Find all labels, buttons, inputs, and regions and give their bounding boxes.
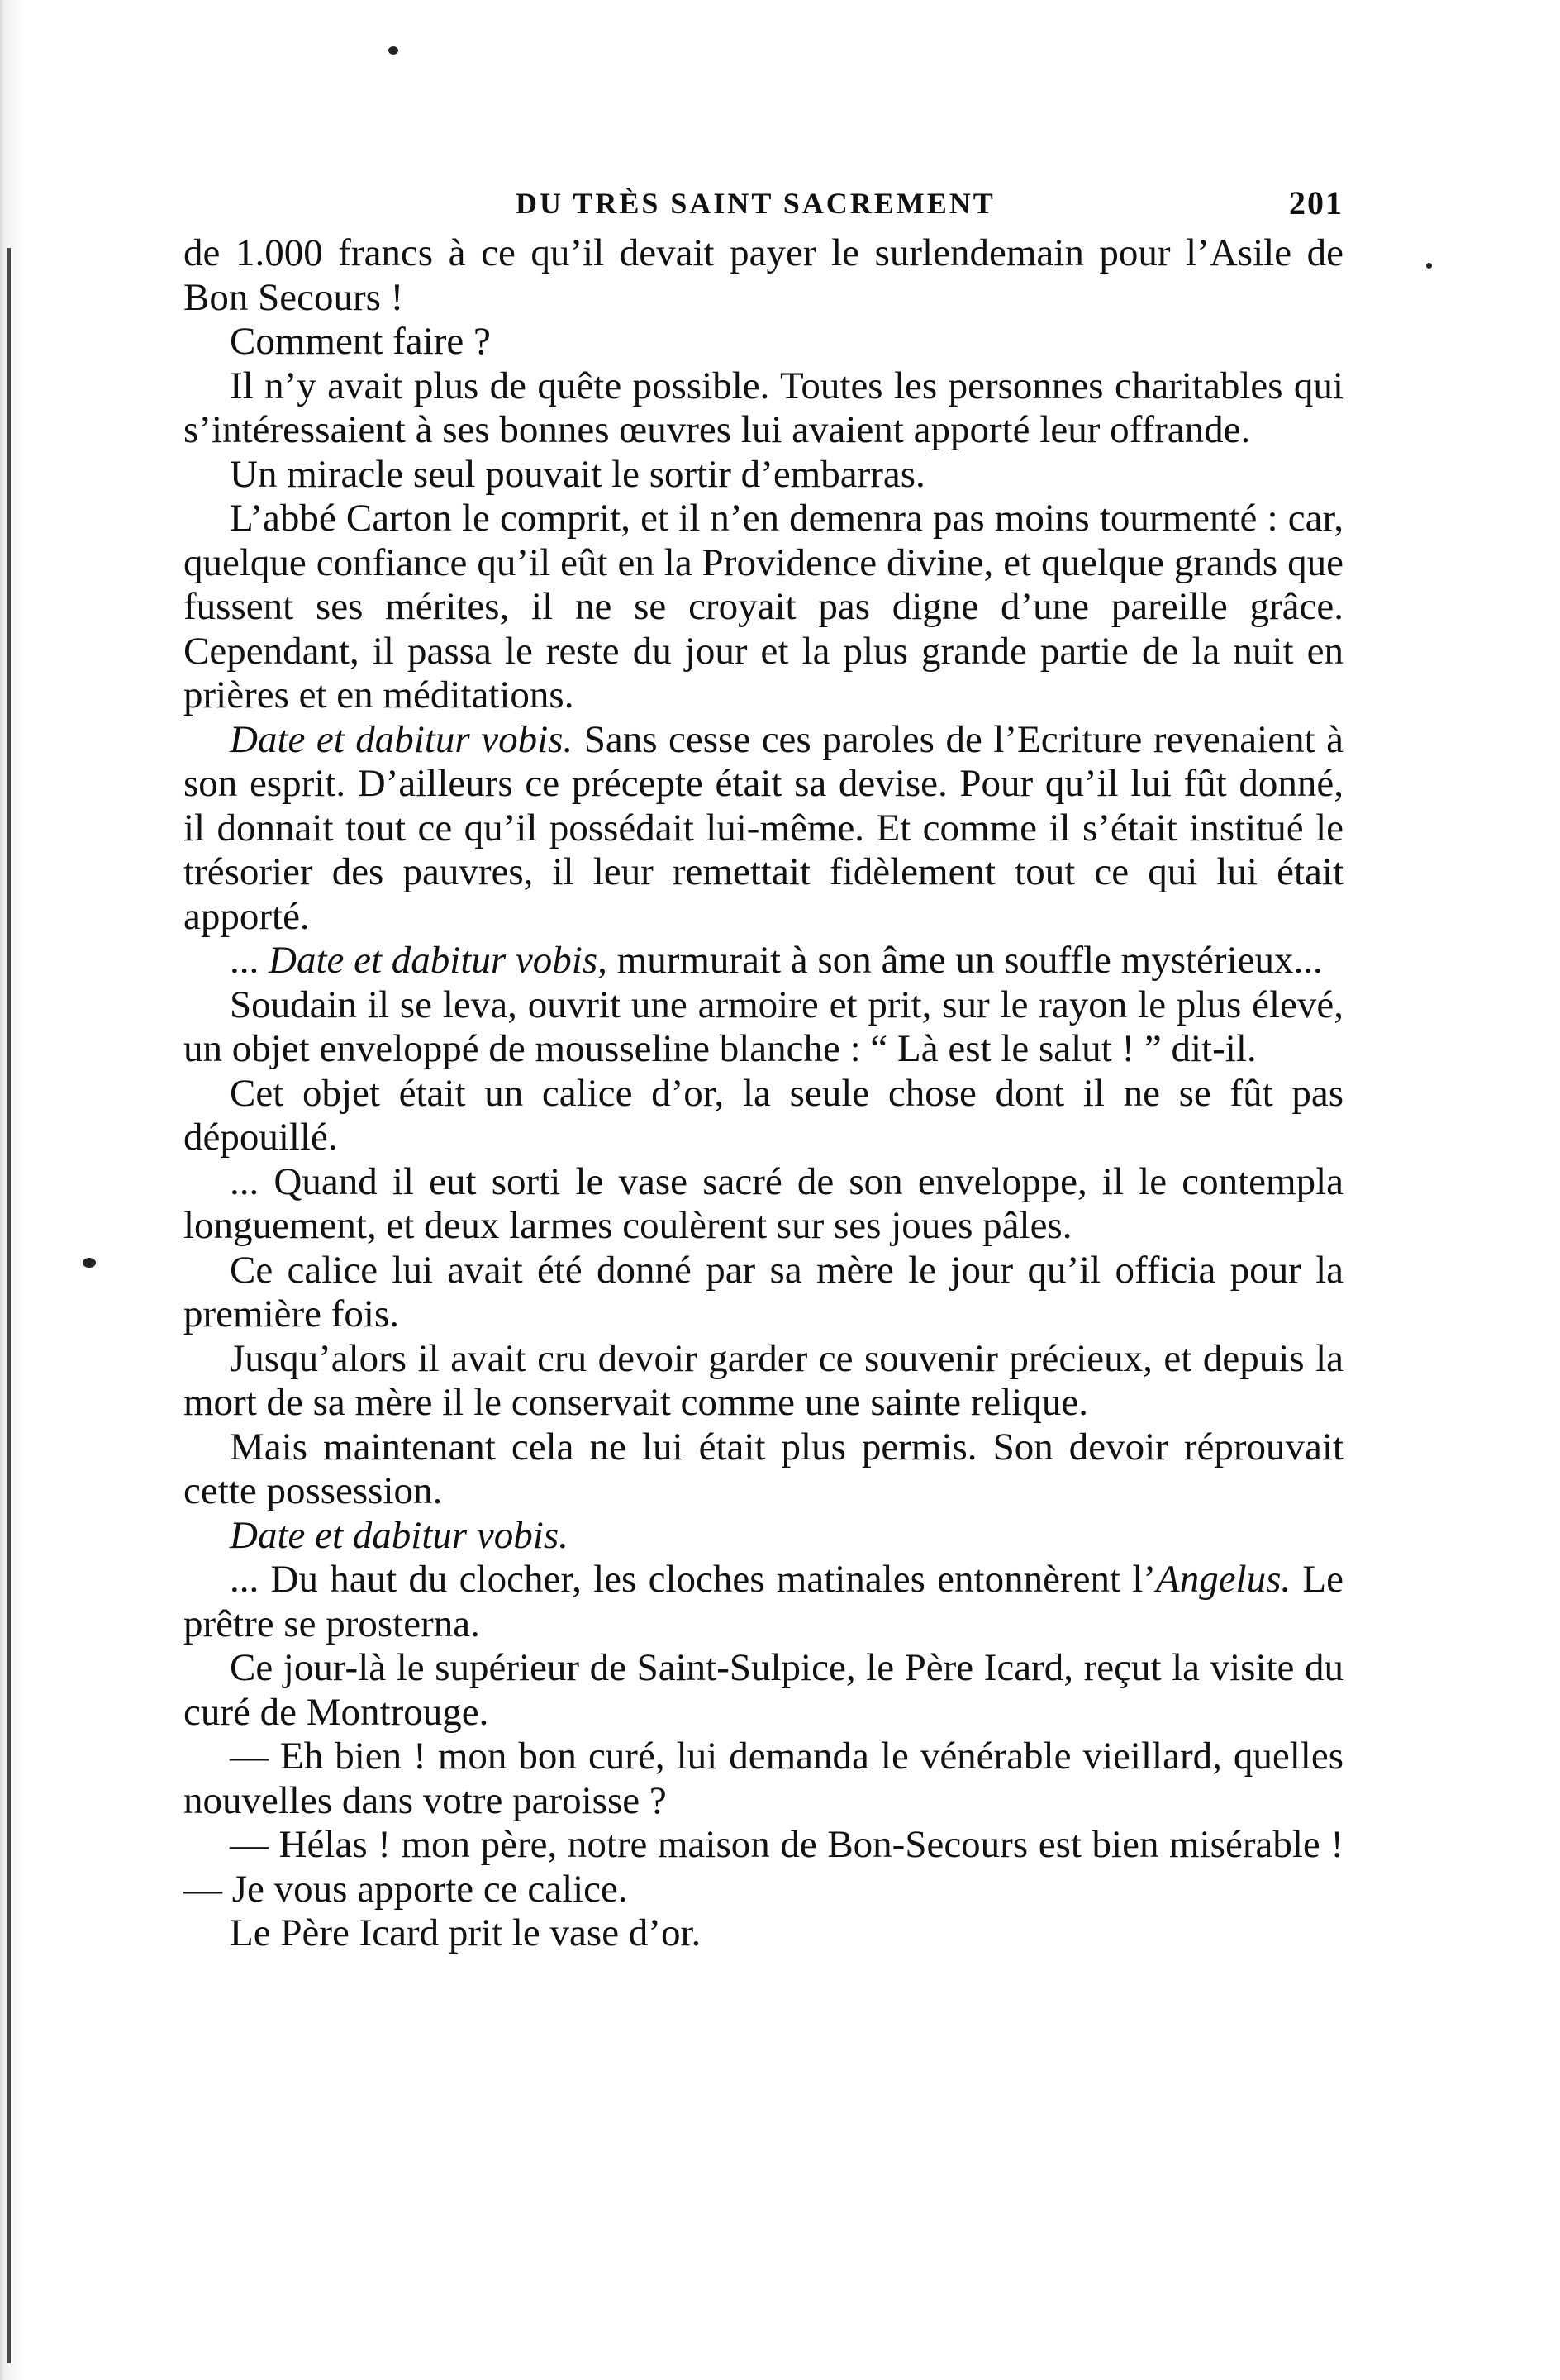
text-paragraph <box>183 939 1344 983</box>
running-head: DU TRÈS SAINT SACREMENT <box>516 187 996 220</box>
text-paragraph <box>183 718 1344 940</box>
italic-text: Date et dabitur vobis, <box>269 939 607 982</box>
paragraph-text: Comment faire ? <box>230 320 491 363</box>
text-paragraph <box>183 1337 1344 1426</box>
text-paragraph <box>183 364 1344 453</box>
paragraph-text: ... Quand il eut sorti le vase sacré de son enveloppe, il le contempla longuement, et deux larmes coulèrent sur ses joues pâles. <box>183 1159 1344 1247</box>
paragraph-text: Soudain il se leva, ouvrit une armoire et prit, sur le rayon le plus élevé, un objet enveloppé de mousseline blanche : “ Là est le salut ! ” dit-il. <box>183 983 1344 1070</box>
italic-text: Date et dabitur vobis. <box>230 1513 568 1557</box>
text-paragraph <box>183 1426 1344 1514</box>
paragraph-text: Le Père Icard prit le vase d’or. <box>230 1911 702 1954</box>
print-speck <box>388 46 398 55</box>
text-paragraph <box>183 231 1344 320</box>
text-paragraph <box>183 497 1344 718</box>
print-speck <box>1426 263 1432 269</box>
page-header <box>187 180 1344 226</box>
paragraph-text: — Hélas ! mon père, notre maison de Bon-Secours est bien misérable ! — Je vous apporte ce calice. <box>183 1823 1344 1911</box>
text-paragraph <box>183 1514 1344 1559</box>
paragraph-text: Cet objet était un calice d’or, la seule chose dont il ne se fût pas dépouillé. <box>183 1071 1344 1159</box>
paragraph-text: ... Du haut du clocher, les cloches matinales entonnèrent l’ <box>230 1558 1156 1601</box>
paragraph-text: murmurait à son âme un souffle mystérieux... <box>606 939 1323 982</box>
paragraph-text: Il n’y avait plus de quête possible. Toutes les personnes charitables qui s’intéressaient à ses bonnes œuvres lui avaient apporté leur offrande. <box>183 364 1344 451</box>
text-paragraph <box>183 1735 1344 1823</box>
paragraph-text: Ce calice lui avait été donné par sa mère le jour qu’il officia pour la première fois. <box>183 1248 1344 1335</box>
body-text <box>183 231 1344 1956</box>
paragraph-text: de 1.000 francs à ce qu’il devait payer le surlendemain pour l’Asile de Bon Secours ! <box>183 231 1344 319</box>
paragraph-text: Un miracle seul pouvait le sortir d’embarras. <box>230 452 925 496</box>
paragraph-text: Jusqu’alors il avait cru devoir garder ce souvenir précieux, et depuis la mort de sa mère il le conservait comme une sainte relique. <box>183 1336 1344 1424</box>
paragraph-text: Le prêtre se prosterna. <box>183 1558 1344 1645</box>
text-paragraph <box>183 453 1344 497</box>
page-number: 201 <box>1289 184 1344 221</box>
paragraph-text: Ce jour-là le supérieur de Saint-Sulpice, le Père Icard, reçut la visite du curé de Montrouge. <box>183 1646 1344 1734</box>
paragraph-text: L’abbé Carton le comprit, et il n’en demenra pas moins tourmenté : car, quelque confiance qu’il eût en la Providence divine, et quelque grands que fussent ses mérites, il ne se croyait pas digne d’une pareille grâce. Cependant, il passa le reste du jour et la plus grande partie de la nuit en prières et en méditations. <box>183 497 1344 716</box>
paragraph-text: Sans cesse ces paroles de l’Ecriture revenaient à son esprit. D’ailleurs ce précepte était sa devise. Pour qu’il lui fût donné, il donnait tout ce qu’il possédait lui-même. Et comme il s’était institué le trésorier des pauvres, il leur remettait fidèlement tout ce qui lui était apporté. <box>183 717 1344 938</box>
text-paragraph <box>183 1823 1344 1911</box>
paragraph-text: — Eh bien ! mon bon curé, lui demanda le vénérable vieillard, quelles nouvelles dans votre paroisse ? <box>183 1735 1344 1822</box>
italic-text: Angelus. <box>1155 1558 1291 1601</box>
text-paragraph <box>183 1072 1344 1160</box>
italic-text: Date et dabitur vobis. <box>230 717 573 761</box>
paragraph-text: ... <box>230 939 269 982</box>
text-paragraph <box>183 1911 1344 1956</box>
text-paragraph <box>183 1646 1344 1735</box>
text-paragraph <box>183 1558 1344 1646</box>
paragraph-text: Mais maintenant cela ne lui était plus permis. Son devoir réprouvait cette possession. <box>183 1425 1344 1512</box>
text-paragraph <box>183 1160 1344 1249</box>
binding-shadow-line <box>7 248 11 2363</box>
print-speck <box>83 1258 96 1268</box>
text-paragraph <box>183 320 1344 364</box>
page-binding-edge <box>0 0 25 2380</box>
text-paragraph <box>183 983 1344 1072</box>
text-paragraph <box>183 1249 1344 1337</box>
